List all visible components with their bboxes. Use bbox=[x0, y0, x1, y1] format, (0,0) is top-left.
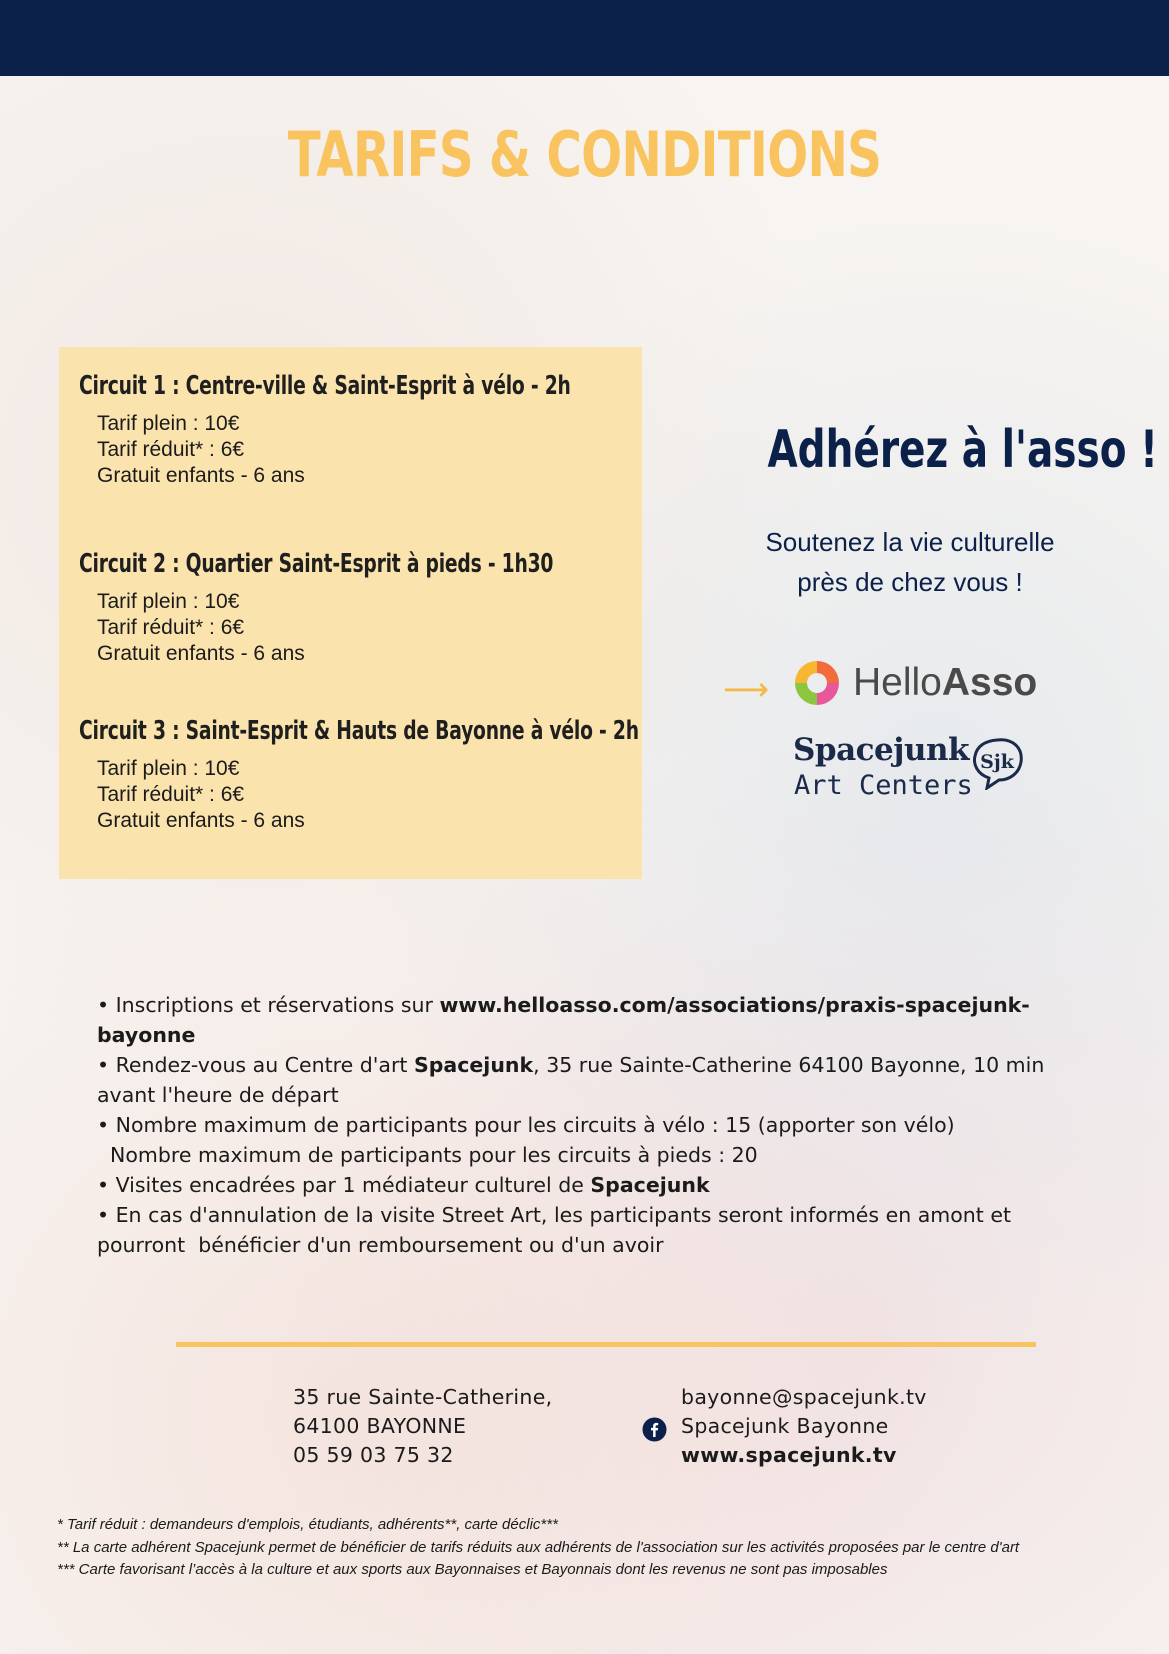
website-link[interactable]: www.spacejunk.tv bbox=[681, 1443, 897, 1467]
facebook-link[interactable]: Spacejunk Bayonne bbox=[681, 1414, 889, 1438]
info-line bbox=[97, 990, 1097, 1050]
top-header-bar bbox=[0, 0, 1169, 76]
join-subtitle bbox=[720, 522, 1100, 602]
circuit-1 bbox=[79, 371, 639, 489]
spacejunk-logo[interactable] bbox=[793, 732, 1033, 812]
email-link[interactable]: bayonne@spacejunk.tv bbox=[681, 1385, 927, 1409]
info-text: • Visites encadrées par 1 médiateur culturel de bbox=[97, 1173, 591, 1197]
divider bbox=[176, 1342, 1036, 1347]
contact-online bbox=[681, 1383, 927, 1470]
phone-number[interactable]: 05 59 03 75 32 bbox=[293, 1443, 454, 1467]
facebook-icon[interactable] bbox=[642, 1417, 667, 1442]
circuit-3 bbox=[79, 716, 639, 834]
footnote: * Tarif réduit : demandeurs d'emplois, étudiants, adhérents**, carte déclic*** bbox=[57, 1516, 558, 1533]
tarif-reduit: Tarif réduit* : 6€ bbox=[97, 438, 245, 461]
info-line: • En cas d'annulation de la visite Street Art, les participants seront informés en amont et bbox=[97, 1203, 1012, 1227]
info-text: , 35 rue Sainte-Catherine 64100 Bayonne, 10 min bbox=[533, 1053, 1045, 1077]
info-line: Nombre maximum de participants pour les circuits à pieds : 20 bbox=[97, 1143, 758, 1167]
info-line bbox=[97, 1170, 1097, 1200]
info-text: • Rendez-vous au Centre d'art bbox=[97, 1053, 414, 1077]
helloasso-logo[interactable] bbox=[791, 655, 1041, 711]
helloasso-hello: Hello bbox=[853, 661, 942, 704]
info-line: • Nombre maximum de participants pour les circuits à vélo : 15 (apporter son vélo) bbox=[97, 1113, 955, 1137]
helloasso-wordmark bbox=[853, 661, 1037, 705]
circuit-title: Circuit 1 : Centre-ville & Saint-Esprit à vélo - 2h bbox=[79, 371, 571, 401]
gratuit-enfants: Gratuit enfants - 6 ans bbox=[97, 464, 305, 487]
gratuit-enfants: Gratuit enfants - 6 ans bbox=[97, 809, 305, 832]
tarif-reduit: Tarif réduit* : 6€ bbox=[97, 616, 245, 639]
arrow-right-icon: ⟶ bbox=[723, 670, 769, 708]
info-bold: Spacejunk bbox=[590, 1173, 710, 1197]
join-title: Adhérez à l'asso ! bbox=[767, 420, 1158, 480]
tarif-plein: Tarif plein : 10€ bbox=[97, 757, 240, 780]
spacejunk-badge-icon bbox=[969, 734, 1025, 790]
practical-info bbox=[97, 990, 1097, 1260]
join-subtitle-line: Soutenez la vie culturelle bbox=[765, 527, 1055, 557]
info-line: pourront bénéficier d'un remboursement ou d'un avoir bbox=[97, 1233, 664, 1257]
spacejunk-badge-text: Sjk bbox=[980, 751, 1014, 773]
info-text: • Inscriptions et réservations sur bbox=[97, 993, 440, 1017]
address-line: 35 rue Sainte-Catherine, bbox=[293, 1385, 553, 1409]
footnote: *** Carte favorisant l’accès à la culture et aux sports aux Bayonnaises et Bayonnais dont les revenus ne sont pas imposables bbox=[57, 1561, 888, 1578]
page-title: TARIFS & CONDITIONS bbox=[287, 118, 882, 191]
tarif-plein: Tarif plein : 10€ bbox=[97, 590, 240, 613]
footnotes bbox=[57, 1514, 1157, 1582]
address-line: 64100 BAYONNE bbox=[293, 1414, 467, 1438]
circuit-2 bbox=[79, 549, 639, 667]
join-subtitle-line: près de chez vous ! bbox=[797, 567, 1023, 597]
gratuit-enfants: Gratuit enfants - 6 ans bbox=[97, 642, 305, 665]
circuit-title: Circuit 2 : Quartier Saint-Esprit à pieds - 1h30 bbox=[79, 549, 554, 579]
footnote: ** La carte adhérent Spacejunk permet de bénéficier de tarifs réduits aux adhérents de l'association sur les activités proposées par le centre d'art bbox=[57, 1538, 1020, 1556]
circuit-title: Circuit 3 : Saint-Esprit & Hauts de Bayonne à vélo - 2h bbox=[79, 716, 639, 746]
helloasso-asso: Asso bbox=[941, 661, 1038, 704]
helloasso-url-link[interactable]: www.helloasso.com/associations/praxis-spacejunk-bayonne bbox=[97, 993, 1030, 1047]
join-panel bbox=[720, 420, 1158, 597]
info-bold: Spacejunk bbox=[413, 1053, 534, 1077]
tarif-plein: Tarif plein : 10€ bbox=[97, 412, 240, 435]
pricing-box bbox=[59, 347, 642, 879]
info-line bbox=[97, 1050, 1097, 1080]
contact-address bbox=[293, 1383, 552, 1470]
spacejunk-sub: Art Centers bbox=[794, 770, 973, 801]
tarif-reduit: Tarif réduit* : 6€ bbox=[97, 783, 245, 806]
helloasso-swirl-icon bbox=[791, 657, 843, 709]
info-line: avant l'heure de départ bbox=[97, 1083, 339, 1107]
spacejunk-name: Spacejunk bbox=[793, 732, 970, 768]
